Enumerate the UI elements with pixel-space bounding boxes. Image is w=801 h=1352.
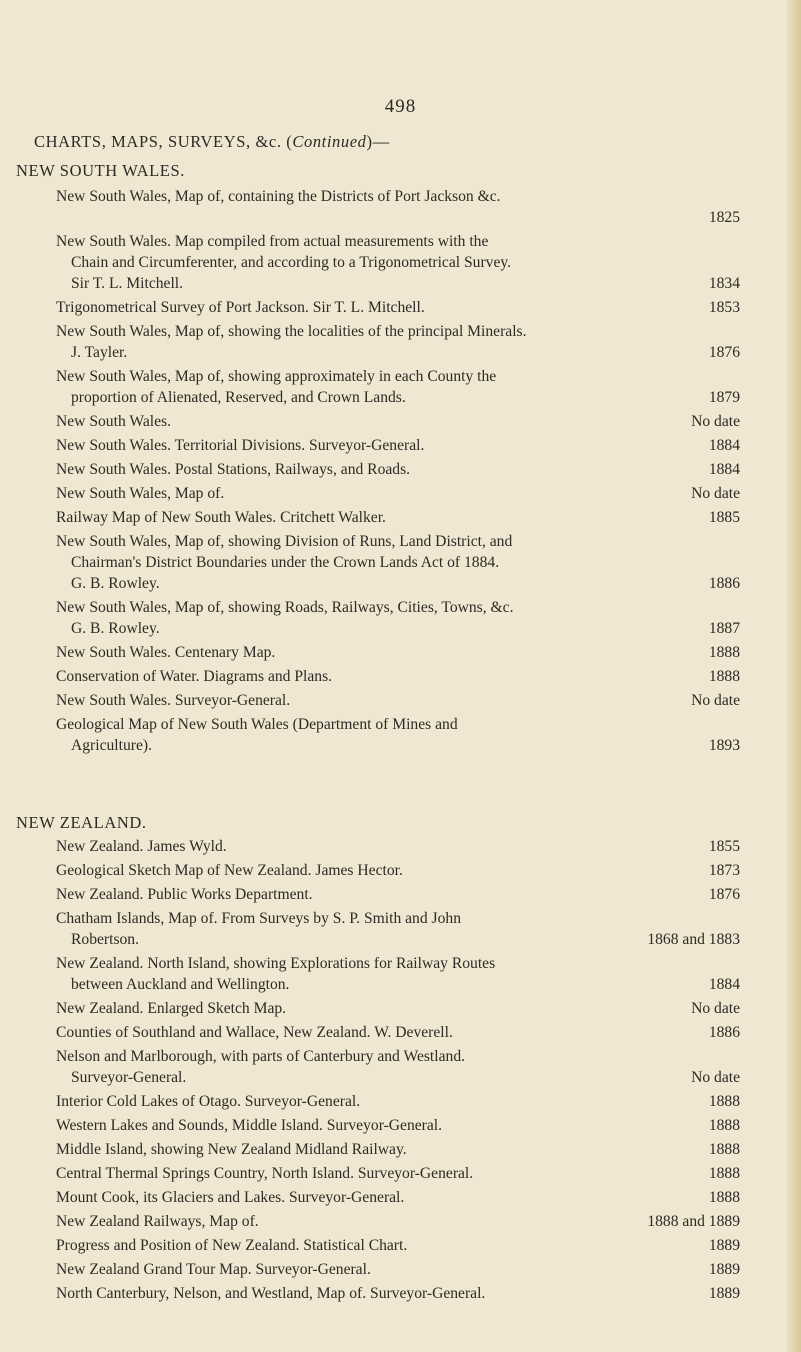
entry-title: Surveyor-General. (71, 1069, 187, 1086)
entry-line (56, 207, 740, 228)
running-head-tail: )— (366, 132, 390, 151)
entry-line (56, 642, 740, 663)
catalogue-entry (56, 1115, 740, 1136)
entry-title: Sir T. L. Mitchell. (71, 275, 184, 292)
entry-title: New South Wales. (56, 413, 171, 430)
page-number: 498 (384, 96, 417, 117)
entry-title: New South Wales. Surveyor-General. (56, 692, 291, 709)
entry-title: Chatham Islands, Map of. From Surveys by S. P. Smith and John (56, 910, 462, 927)
entry-date: No date (691, 1000, 740, 1017)
entry-title: G. B. Rowley. (71, 575, 160, 592)
entry-line (56, 1022, 740, 1043)
entry-title: New South Wales, Map of, containing the Districts of Port Jackson &c. (56, 188, 501, 205)
entry-line (56, 252, 740, 273)
entry-line (56, 714, 740, 735)
entry-line (56, 231, 740, 252)
entry-title: New Zealand. James Wyld. (56, 838, 227, 855)
catalogue-entry (56, 953, 740, 995)
catalogue-entry (56, 366, 740, 408)
entry-title: Chairman's District Boundaries under the Crown Lands Act of 1884. (71, 554, 500, 571)
catalogue-entry (56, 435, 740, 456)
entry-line (56, 531, 740, 552)
entry-line (56, 552, 740, 573)
catalogue-entry (56, 690, 740, 711)
entry-line (56, 1283, 740, 1304)
entry-date: 1887 (708, 620, 740, 637)
entry-title: North Canterbury, Nelson, and Westland, Map of. Surveyor-General. (56, 1285, 486, 1302)
entry-line (56, 1091, 740, 1112)
entry-title: New South Wales. Centenary Map. (56, 644, 276, 661)
catalogue-entry (56, 321, 740, 363)
entry-line (56, 618, 740, 639)
catalogue-entry (56, 1235, 740, 1256)
entry-date: 1889 (708, 1261, 740, 1278)
entry-title: New South Wales, Map of. (56, 485, 225, 502)
entry-line (56, 735, 740, 756)
entry-line (56, 1235, 740, 1256)
entry-line (56, 411, 740, 432)
entry-line (56, 483, 740, 504)
running-head (34, 132, 390, 152)
entry-date: 1853 (708, 299, 740, 316)
entry-date: 1873 (708, 862, 740, 879)
entry-line (56, 1067, 740, 1088)
entry-date: 1889 (708, 1285, 740, 1302)
entry-title: New South Wales. Postal Stations, Railways, and Roads. (56, 461, 411, 478)
entry-title: Trigonometrical Survey of Port Jackson. Sir T. L. Mitchell. (56, 299, 425, 316)
section-heading: NEW SOUTH WALES. (16, 161, 185, 180)
catalogue-entry (56, 714, 740, 756)
entry-line (56, 366, 740, 387)
catalogue-entry (56, 531, 740, 594)
entry-line (56, 998, 740, 1019)
entry-title: Nelson and Marlborough, with parts of Canterbury and Westland. (56, 1048, 466, 1065)
entry-line (56, 435, 740, 456)
entry-title: proportion of Alienated, Reserved, and Crown Lands. (71, 389, 406, 406)
entry-line (56, 459, 740, 480)
entry-line (56, 884, 740, 905)
entry-line (56, 273, 740, 294)
entry-title: New South Wales, Map of, showing approximately in each County the (56, 368, 497, 385)
catalogue-entry (56, 1022, 740, 1043)
catalogue-entry (56, 483, 740, 504)
entry-title: New South Wales, Map of, showing Division of Runs, Land District, and (56, 533, 513, 550)
entry-title: Mount Cook, its Glaciers and Lakes. Surveyor-General. (56, 1189, 405, 1206)
entry-title: Agriculture). (71, 737, 152, 754)
entry-title: Middle Island, showing New Zealand Midland Railway. (56, 1141, 407, 1158)
catalogue-entry (56, 1283, 740, 1304)
entry-line (56, 321, 740, 342)
entry-title: New Zealand Railways, Map of. (56, 1213, 259, 1230)
entry-line (56, 1139, 740, 1160)
catalogue-entry (56, 1187, 740, 1208)
catalogue-entry (56, 860, 740, 881)
entry-date: 1886 (708, 575, 740, 592)
entry-line (56, 908, 740, 929)
entry-line (56, 1211, 740, 1232)
entry-date: No date (691, 485, 740, 502)
entry-line (56, 1187, 740, 1208)
entry-date: 1825 (708, 209, 740, 226)
section-heading: NEW ZEALAND. (16, 813, 147, 832)
catalogue-entry (56, 998, 740, 1019)
entry-date: 1886 (708, 1024, 740, 1041)
entry-title: New Zealand. North Island, showing Explorations for Railway Routes (56, 955, 496, 972)
catalogue-entry (56, 1139, 740, 1160)
entry-date: 1888 (708, 1117, 740, 1134)
catalogue-entry (56, 507, 740, 528)
catalogue-entry (56, 1211, 740, 1232)
entry-line (56, 342, 740, 363)
entry-date: No date (691, 413, 740, 430)
entry-line (56, 1163, 740, 1184)
entry-title: Central Thermal Springs Country, North Island. Surveyor-General. (56, 1165, 474, 1182)
entry-title: Conservation of Water. Diagrams and Plans. (56, 668, 333, 685)
entry-line (56, 860, 740, 881)
entry-title: Progress and Position of New Zealand. Statistical Chart. (56, 1237, 408, 1254)
entry-line (56, 929, 740, 950)
catalogue-entry (56, 836, 740, 857)
entry-date: 1889 (708, 1237, 740, 1254)
entry-date: 1876 (708, 886, 740, 903)
page-edge (787, 0, 801, 1352)
entry-date: 1888 and 1889 (647, 1213, 740, 1230)
entry-line (56, 297, 740, 318)
catalogue-entry (56, 908, 740, 950)
entry-date: 1876 (708, 344, 740, 361)
running-head-main: CHARTS, MAPS, SURVEYS, &c. ( (34, 132, 293, 151)
catalogue-entry (56, 642, 740, 663)
entry-date: 1888 (708, 1189, 740, 1206)
entry-title: between Auckland and Wellington. (71, 976, 290, 993)
entry-date: No date (691, 692, 740, 709)
entry-date: 1885 (708, 509, 740, 526)
catalogue-entry (56, 1259, 740, 1280)
entry-line (56, 1115, 740, 1136)
entry-date: 1868 and 1883 (647, 931, 740, 948)
catalogue-entry (56, 884, 740, 905)
entry-line (56, 666, 740, 687)
entry-date: 1888 (708, 1141, 740, 1158)
entry-title: New Zealand Grand Tour Map. Surveyor-General. (56, 1261, 371, 1278)
entry-date: 1855 (708, 838, 740, 855)
entry-date: 1888 (708, 1165, 740, 1182)
entry-date: 1884 (708, 437, 740, 454)
entry-date: 1879 (708, 389, 740, 406)
catalogue-entry (56, 411, 740, 432)
entry-date: 1884 (708, 461, 740, 478)
entry-title: Geological Map of New South Wales (Department of Mines and (56, 716, 458, 733)
entry-date: 1888 (708, 668, 740, 685)
entry-title: G. B. Rowley. (71, 620, 160, 637)
entry-title: Interior Cold Lakes of Otago. Surveyor-General. (56, 1093, 361, 1110)
catalogue-entry (56, 231, 740, 294)
entry-line (56, 597, 740, 618)
entry-date: 1884 (708, 976, 740, 993)
entry-title: Railway Map of New South Wales. Critchett Walker. (56, 509, 386, 526)
entry-title: Counties of Southland and Wallace, New Zealand. W. Deverell. (56, 1024, 453, 1041)
entry-date: 1834 (708, 275, 740, 292)
catalogue-entry (56, 597, 740, 639)
entry-date: 1888 (708, 644, 740, 661)
catalogue-entry (56, 1091, 740, 1112)
entry-date: 1893 (708, 737, 740, 754)
catalogue-entry (56, 186, 740, 228)
entry-title: New Zealand. Enlarged Sketch Map. (56, 1000, 287, 1017)
entry-title: J. Tayler. (71, 344, 128, 361)
catalogue-entry (56, 297, 740, 318)
entry-line (56, 836, 740, 857)
entry-line (56, 507, 740, 528)
entry-line (56, 1046, 740, 1067)
entry-title: New Zealand. Public Works Department. (56, 886, 313, 903)
entry-title: Western Lakes and Sounds, Middle Island. Surveyor-General. (56, 1117, 443, 1134)
catalogue-entry (56, 1046, 740, 1088)
catalogue-entry (56, 666, 740, 687)
entry-title: Chain and Circumferenter, and according to a Trigonometrical Survey. (71, 254, 512, 271)
entry-date: 1888 (708, 1093, 740, 1110)
entry-line (56, 974, 740, 995)
entry-line (56, 186, 740, 207)
entry-line (56, 1259, 740, 1280)
entry-title: New South Wales, Map of, showing Roads, Railways, Cities, Towns, &c. (56, 599, 514, 616)
entry-title: Geological Sketch Map of New Zealand. James Hector. (56, 862, 403, 879)
entry-title: New South Wales, Map of, showing the localities of the principal Minerals. (56, 323, 527, 340)
entry-line (56, 953, 740, 974)
entry-title: New South Wales. Map compiled from actual measurements with the (56, 233, 489, 250)
catalogue-entry (56, 459, 740, 480)
entry-title: New South Wales. Territorial Divisions. Surveyor-General. (56, 437, 425, 454)
entry-date: No date (691, 1069, 740, 1086)
entry-title: Robertson. (71, 931, 140, 948)
running-head-continued: Continued (292, 132, 367, 151)
entry-line (56, 387, 740, 408)
catalogue-entry (56, 1163, 740, 1184)
entry-line (56, 690, 740, 711)
entry-line (56, 573, 740, 594)
